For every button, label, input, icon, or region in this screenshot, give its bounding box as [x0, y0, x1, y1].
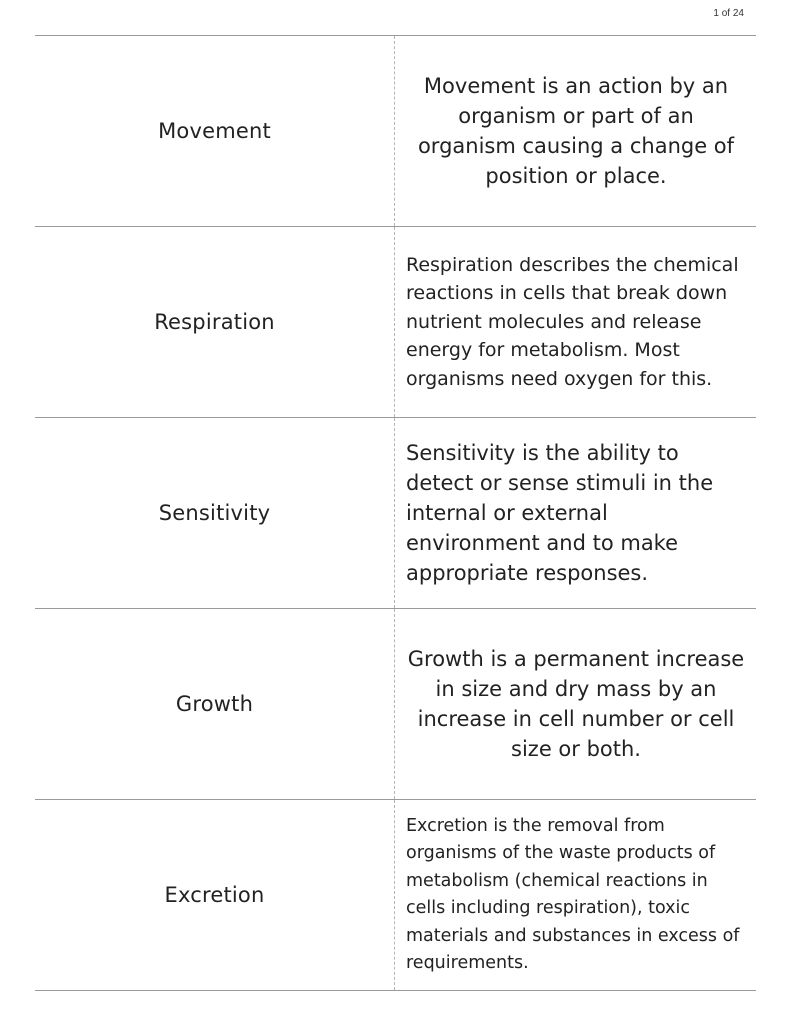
card-definition: Respiration describes the chemical reactions in cells that break down nutrient molecules and release energy for metabolism. Most organisms need oxygen for this. — [406, 253, 739, 390]
flashcard — [35, 609, 756, 800]
card-term: Excretion — [164, 883, 265, 907]
card-definition: Movement is an action by an organism or part of an organism causing a change of position or place. — [417, 74, 735, 188]
card-definition-cell — [394, 36, 756, 226]
card-definition-cell — [394, 800, 756, 990]
flashcard — [35, 227, 756, 418]
card-definition: Sensitivity is the ability to detect or sense stimuli in the internal or external environment and to make appropriate responses. — [406, 441, 714, 585]
card-term: Growth — [175, 692, 254, 716]
flashcard-list — [35, 35, 756, 991]
card-definition: Excretion is the removal from organisms of the waste products of metabolism (chemical reactions in cells including respiration), toxic materials and substances in excess of requirements. — [406, 815, 740, 973]
flashcard — [35, 418, 756, 609]
card-definition-cell — [394, 227, 756, 417]
card-term: Movement — [158, 119, 271, 143]
card-definition-cell — [394, 609, 756, 799]
page-number: 1 of 24 — [713, 8, 744, 19]
card-term: Respiration — [154, 310, 275, 334]
card-definition-cell — [394, 418, 756, 608]
flashcard — [35, 800, 756, 991]
flashcard — [35, 36, 756, 227]
card-definition: Growth is a permanent increase in size and dry mass by an increase in cell number or cell size or both. — [407, 647, 745, 761]
card-term: Sensitivity — [158, 501, 271, 525]
